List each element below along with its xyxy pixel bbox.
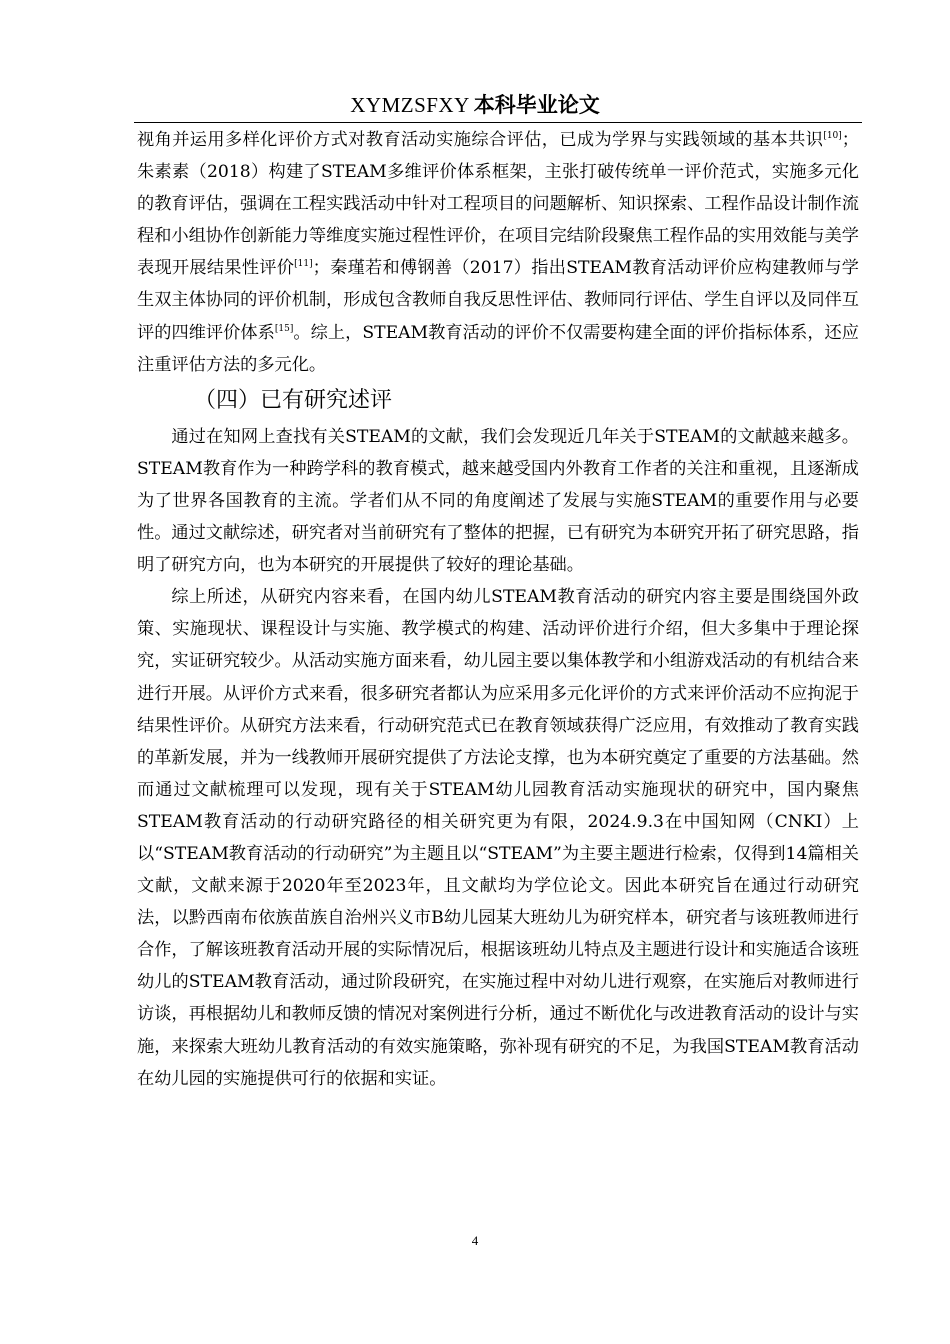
paragraph-evaluation-summary xyxy=(137,124,859,381)
page-number: 4 xyxy=(471,1233,479,1248)
header-code: XYMZSFXY xyxy=(350,93,470,117)
citation-ref: [10] xyxy=(823,131,842,141)
paragraph-literature-overview: 通过在知网上查找有关STEAM的文献，我们会发现近几年关于STEAM的文献越来越多。STEAM教育作为一种跨学科的教育模式，越来越受国内外教育工作者的关注和重视，且逐渐成为了世界各国教育的主流。学者们从不同的角度阐述了发展与实施STEAM的重要作用与必要性。通过文献综述，研究者对当前研究有了整体的把握，已有研究为本研究开拓了研究思路，指明了研究方向，也为本研究的开展提供了较好的理论基础。 xyxy=(137,426,859,576)
text-run: 。综上，STEAM教育活动的评价不仅需要构建全面的评价指标体系，还应注重评估方法的多元化。 xyxy=(137,322,859,375)
citation-ref: [11] xyxy=(294,259,313,270)
citation-ref: [15] xyxy=(274,323,294,334)
text-run: ；秦瑾若和傅钢善（2017）指出STEAM教育活动评价应构建教师与学生双主体协同的评价机制，形成包含教师自我反思性评估、教师同行评估、学生自评以及同伴互评的四维评价体系 xyxy=(137,258,859,343)
text-run: ；朱素素（2018）构建了STEAM多维评价体系框架，主张打破传统单一评价范式，实施多元化的教育评估，强调在工程实践活动中针对工程项目的问题解析、知识探索、工程作品设计制作流程和小组协作创新能力等维度实施过程性评价，在项目完结阶段聚焦工程作品的实用效能与美学表现开展结果性评价 xyxy=(137,130,859,279)
header-title: 本科毕业论文 xyxy=(473,93,600,117)
header-rule xyxy=(134,122,862,123)
text-run: 视角并运用多样化评价方式对教育活动实施综合评估，已成为学界与实践领域的基本共识 xyxy=(137,130,824,150)
page-header xyxy=(0,92,950,118)
section-heading: （四）已有研究述评 xyxy=(194,387,393,413)
page-body xyxy=(137,124,859,1095)
paragraph-research-review: 综上所述，从研究内容来看，在国内幼儿STEAM教育活动的研究内容主要是围绕国外政策、实施现状、课程设计与实施、教学模式的构建、活动评价进行介绍，但大多集中于理论探究，实证研究较少。从活动实施方面来看，幼儿园主要以集体教学和小组游戏活动的有机结合来进行开展。从评价方式来看，很多研究者都认为应采用多元化评价的方式来评价活动不应拘泥于结果性评价。从研究方法来看，行动研究范式已在教育领域获得广泛应用，有效推动了教育实践的革新发展，并为一线教师开展研究提供了方法论支撑，也为本研究奠定了重要的方法基础。然而通过文献梳理可以发现，现有关于STEAM幼儿园教育活动实施现状的研究中，国内聚焦STEAM教育活动的行动研究路径的相关研究更为有限，2024.9.3在中国知网（CNKI）上以“STEAM教育活动的行动研究”为主题且以“STEAM”为主要主题进行检索，仅得到14篇相关文献，文献来源于2020年至2023年，且文献均为学位论文。因此本研究旨在通过行动研究法，以黔西南布依族苗族自治州兴义市B幼儿园某大班幼儿为研究样本，研究者与该班教师进行合作，了解该班教育活动开展的实际情况后，根据该班幼儿特点及主题进行设计和实施适合该班幼儿的STEAM教育活动，通过阶段研究，在实施过程中对幼儿进行观察，在实施后对教师进行访谈，再根据幼儿和教师反馈的情况对案例进行分析，通过不断优化与改进教育活动的设计与实施，来探索大班幼儿教育活动的有效实施策略，弥补现有研究的不足，为我国STEAM教育活动在幼儿园的实施提供可行的依据和实证。 xyxy=(137,587,859,1089)
